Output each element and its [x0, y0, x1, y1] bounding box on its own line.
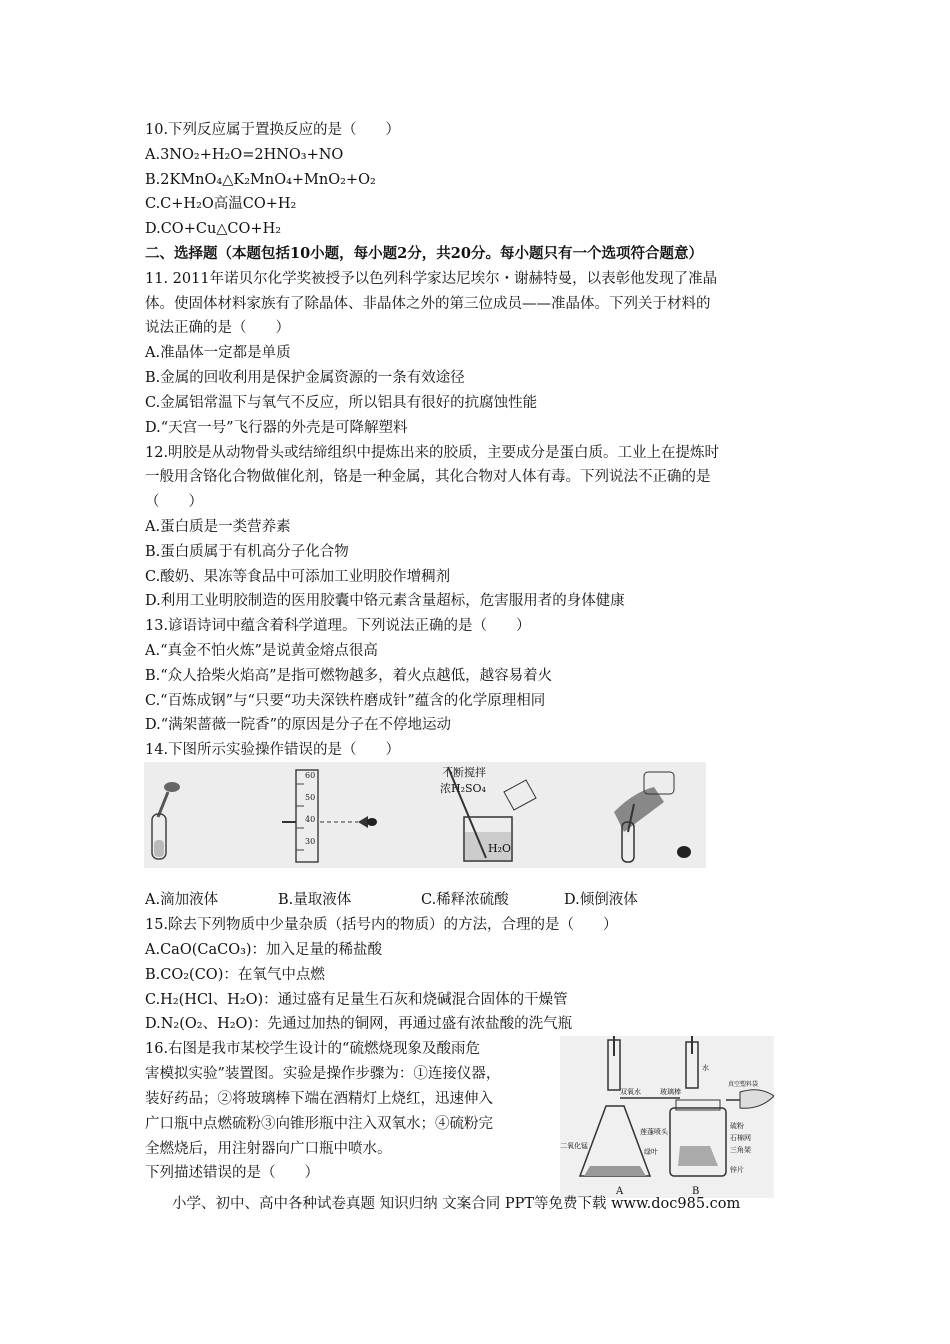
fig-label-b: B — [692, 1186, 700, 1197]
q13-stem: 13.谚语诗词中蕴含着科学道理。下列说法正确的是（ ） — [145, 618, 531, 634]
q13-option-d: D.“满架蔷薇一院香”的原因是分子在不停地运动 — [145, 717, 452, 733]
q15-option-b: B.CO₂(CO)：在氧气中点燃 — [145, 967, 325, 983]
q16-line6: 下列描述错误的是（ ） — [145, 1165, 319, 1181]
fig-label-sulfur: 硫粉 — [730, 1122, 744, 1130]
q10-option-b: B.2KMnO₄△K₂MnO₄+MnO₂+O₂ — [145, 172, 376, 188]
fig-label-rod: 玻璃棒 — [660, 1088, 681, 1096]
q12-stem-line1: 12.明胶是从动物骨头或结缔组织中提炼出来的胶质，主要成分是蛋白质。工业上在提炼时 — [145, 445, 720, 461]
fig-label-spray: 莲蓬喷头 — [640, 1128, 668, 1136]
q13-option-c: C.“百炼成钢”与“只要“功夫深铁杵磨成针”蕴含的化学原理相同 — [145, 693, 546, 709]
q16-line3: 装好药品；②将玻璃棒下端在酒精灯上烧红，迅速伸入 — [145, 1091, 493, 1107]
q11-stem-line3: 说法正确的是（ ） — [145, 320, 290, 336]
q11-stem-line2: 体。使固体材料家族有了除晶体、非晶体之外的第三位成员——准晶体。下列关于材料的 — [145, 296, 711, 312]
q11-option-c: C.金属铝常温下与氧气不反应，所以铝具有很好的抗腐蚀性能 — [145, 395, 538, 411]
fig-label-mno2: 二氧化锰 — [560, 1142, 588, 1150]
q10-option-a: A.3NO₂+H₂O=2HNO₃+NO — [145, 147, 344, 163]
q10-option-d: D.CO+Cu△CO+H₂ — [145, 221, 282, 237]
fig-label-stir: 不断搅拌 — [442, 766, 486, 779]
q14-option-d: D.倾倒液体 — [564, 892, 638, 908]
fig-label-bag: 真空塑料袋 — [728, 1081, 759, 1088]
q15-stem: 15.除去下列物质中少量杂质（括号内的物质）的方法，合理的是（ ） — [145, 917, 618, 933]
eye-icon — [367, 818, 377, 826]
q15-option-c: C.H₂(HCl、H₂O)：通过盛有足量生石灰和烧碱混合固体的干燥管 — [145, 992, 568, 1008]
cylinder-tick-label: 40 — [305, 815, 316, 824]
q14-option-c: C.稀释浓硫酸 — [421, 892, 509, 908]
q12-option-b: B.蛋白质属于有机高分子化合物 — [145, 544, 349, 560]
q15-option-d: D.N₂(O₂、H₂O)：先通过加热的铜网，再通过盛有浓盐酸的洗气瓶 — [145, 1016, 573, 1032]
fig-label-asbestos: 石棉网 — [730, 1134, 751, 1142]
q14-option-a: A.滴加液体 — [145, 892, 219, 908]
q15-option-a: A.CaO(CaCO₃)：加入足量的稀盐酸 — [145, 942, 383, 958]
q12-stem-line2: 一般用含铬化合物做催化剂，铬是一种金属，其化合物对人体有毒。下列说法不正确的是 — [145, 469, 711, 485]
q12-option-a: A.蛋白质是一类营养素 — [145, 519, 291, 535]
page-footer: 小学、初中、高中各种试卷真题 知识归纳 文案合同 PPT等免费下载 www.doc985.com — [172, 1196, 741, 1212]
q13-option-b: B.“众人拾柴火焰高”是指可燃物越多，着火点越低，越容易着火 — [145, 668, 553, 684]
q12-option-c: C.酸奶、果冻等食品中可添加工业明胶作增稠剂 — [145, 569, 451, 585]
q10-option-c: C.C+H₂O高温CO+H₂ — [145, 196, 297, 212]
fig-label-acid: 浓H₂SO₄ — [440, 782, 486, 795]
cylinder-tick-label: 50 — [305, 793, 316, 802]
q14-stem: 14.下图所示实验操作错误的是（ ） — [145, 742, 401, 758]
q14-option-b: B.量取液体 — [278, 892, 352, 908]
fig-label-water: 水 — [702, 1064, 709, 1072]
q11-option-d: D.“天宫一号”飞行器的外壳是可降解塑料 — [145, 420, 408, 436]
q12-option-d: D.利用工业明胶制造的医用胶囊中铬元素含量超标，危害服用者的身体健康 — [145, 593, 625, 609]
q16-line1: 16.右图是我市某校学生设计的“硫燃烧现象及酸雨危 — [145, 1041, 480, 1057]
cylinder-tick-label: 30 — [305, 837, 316, 846]
q12-stem-line3: （ ） — [145, 494, 203, 510]
q16-line2: 害模拟实验”装置图。实验是操作步骤为：①连接仪器， — [145, 1066, 501, 1082]
cylinder-tick-label: 60 — [305, 771, 316, 780]
q11-option-b: B.金属的回收利用是保护金属资源的一条有效途径 — [145, 370, 465, 386]
q11-stem-line1: 11. 2011年诺贝尔化学奖被授予以色列科学家达尼埃尔・谢赫特曼，以表彰他发现了准晶 — [145, 271, 718, 287]
q16-apparatus-figure — [560, 1036, 774, 1198]
fig-label-leaf: 绿叶 — [644, 1148, 658, 1156]
q11-option-a: A.准晶体一定都是单质 — [145, 345, 291, 361]
q10-stem: 10.下列反应属于置换反应的是（ ） — [145, 122, 401, 138]
q16-line4: 广口瓶中点燃硫粉③向锥形瓶中注入双氧水；④硫粉完 — [145, 1116, 493, 1132]
q14-options-row — [145, 888, 705, 909]
fig-label-h2o2: 双氧水 — [620, 1088, 641, 1096]
fig-label-zinc: 锌片 — [730, 1166, 744, 1174]
section-header: 二、选择题（本题包括10小题，每小题2分，共20分。每小题只有一个选项符合题意） — [145, 245, 703, 262]
q14-lab-figure — [144, 762, 706, 868]
fig-label-tripod: 三角架 — [730, 1146, 751, 1154]
q16-line5: 全燃烧后，用注射器向广口瓶中喷水。 — [145, 1141, 392, 1157]
fig-label-water: H₂O — [488, 842, 512, 855]
fig-label-a: A — [616, 1186, 624, 1197]
q13-option-a: A.“真金不怕火炼”是说黄金熔点很高 — [145, 643, 378, 659]
